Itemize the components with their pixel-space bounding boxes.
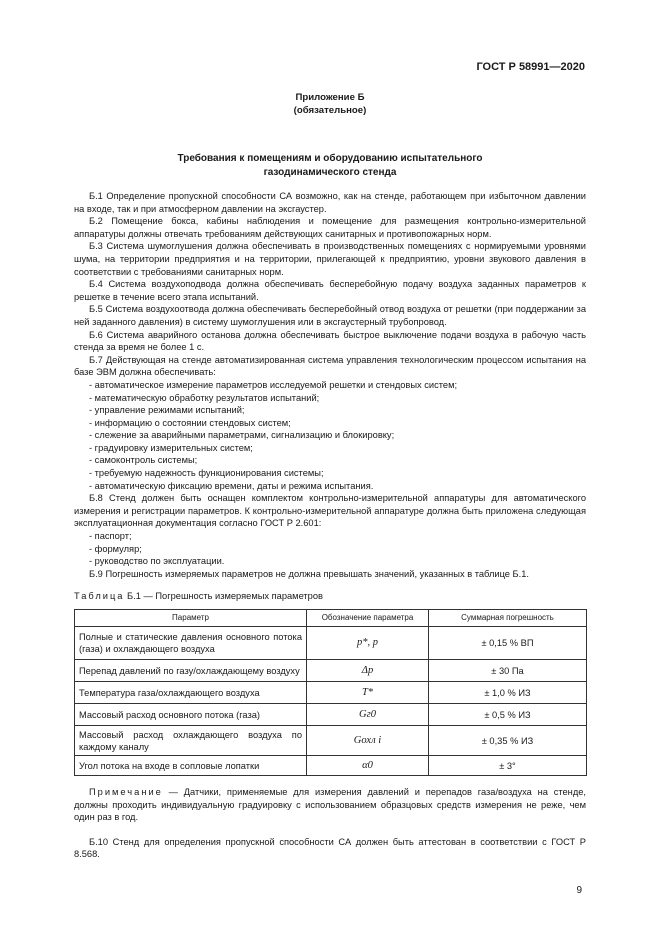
- paragraph-b2: Б.2 Помещение бокса, кабины наблюдения и помещение для размещения контрольно-измерительной аппаратуры должны отвечать требованиям действующих санитарных и противопожарных норм.: [74, 216, 586, 239]
- paragraph-b8: Б.8 Стенд должен быть оснащен комплектом контрольно-измерительной аппаратуры для автоматического измерения и регистрации параметров. К контрольно-измерительной аппаратуре должна быть приложена следующая эксплуатационная документация согласно ГОСТ Р 2.601:: [74, 493, 586, 529]
- list-item: - формуляр;: [89, 543, 142, 554]
- table-row: [75, 726, 587, 756]
- note-text: — Датчики, применяемые для измерения давлений и перепадов газа/воздуха на стенде, должны проходить индивидуальную градуировку с использованием образцовых средств измерения не реже, чем один раз в год.: [74, 787, 586, 823]
- column-header: Суммарная погрешность: [429, 610, 587, 627]
- page-number: 9: [576, 884, 582, 896]
- table-row: [75, 682, 587, 704]
- paragraph-b9: Б.9 Погрешность измеряемых параметров не должна превышать значений, указанных в таблице Б.1.: [89, 568, 529, 579]
- table-row: [75, 756, 587, 776]
- caption-label: Таблица: [74, 591, 125, 602]
- list-item: - паспорт;: [89, 531, 132, 542]
- error-cell: ± 1,0 % ИЗ: [429, 682, 587, 704]
- table-note: [74, 786, 586, 824]
- heading-line-2: газодинамического стенда: [263, 167, 397, 178]
- error-cell: ± 0,5 % ИЗ: [429, 704, 587, 726]
- section-heading: [74, 152, 586, 180]
- error-cell: ± 3°: [429, 756, 587, 776]
- param-cell: Температура газа/охлаждающего воздуха: [75, 682, 307, 704]
- paragraph-b4: Б.4 Система воздухоподвода должна обеспечивать бесперебойную подачу воздуха заданных параметров к решетке в течение всего этапа испытаний.: [74, 279, 586, 302]
- param-cell: Массовый расход основного потока (газа): [75, 704, 307, 726]
- table-row: [75, 660, 587, 682]
- appendix-status: (обязательное): [293, 105, 367, 116]
- paragraph-b1: Б.1 Определение пропускной способности СА возможно, как на стенде, работающем при избыточном давлении на входе, так и при атмосферном давлении на эксгаустер.: [74, 191, 586, 214]
- list-item: - градуировку измерительных систем;: [89, 442, 253, 453]
- param-cell: Угол потока на входе в сопловые лопатки: [75, 756, 307, 776]
- symbol-cell: Δp: [307, 660, 429, 682]
- param-cell: Массовый расход охлаждающего воздуха по каждому каналу: [75, 726, 307, 756]
- paragraph-b10: Б.10 Стенд для определения пропускной способности СА должен быть аттестован в соответствии с ГОСТ Р 8.568.: [74, 836, 586, 860]
- param-cell: Полные и статические давления основного потока (газа) и охлаждающего воздуха: [75, 627, 307, 660]
- param-cell: Перепад давлений по газу/охлаждающему воздуху: [75, 660, 307, 682]
- paragraph-b6: Б.6 Система аварийного останова должна обеспечивать быстрое выключение подачи воздуха в рабочую часть стенда за время не более 1 с.: [74, 329, 586, 353]
- table-header-row: [75, 610, 587, 627]
- appendix-header: [74, 91, 586, 117]
- symbol-cell: α0: [307, 756, 429, 776]
- table-row: [75, 704, 587, 726]
- list-item: - самоконтроль системы;: [89, 455, 198, 466]
- page-content: [74, 190, 586, 926]
- table-caption: [74, 590, 586, 603]
- list-item: - математическую обработку результатов испытаний;: [89, 392, 320, 403]
- error-cell: ± 30 Па: [429, 660, 587, 682]
- error-cell: ± 0,15 % ВП: [429, 627, 587, 660]
- list-item: - управление режимами испытаний;: [89, 405, 245, 416]
- table-row: [75, 627, 587, 660]
- symbol-cell: Gохл i: [307, 726, 429, 756]
- list-item: - требуемую надежность функционирования системы;: [89, 468, 324, 479]
- symbol-cell: p*, p: [307, 627, 429, 660]
- paragraph-b10-block: [74, 836, 586, 861]
- error-table: [74, 609, 587, 776]
- paragraph-b7: Б.7 Действующая на стенде автоматизированная система управления технологическим процессом испытания на базе ЭВМ должна обеспечивать:: [74, 354, 586, 378]
- list-item: - автоматическое измерение параметров исследуемой решетки и стендовых систем;: [89, 379, 458, 390]
- symbol-cell: T*: [307, 682, 429, 704]
- list-item: - слежение за аварийными параметрами, сигнализацию и блокировку;: [89, 430, 395, 441]
- heading-line-1: Требования к помещениям и оборудованию испытательного: [177, 153, 483, 164]
- list-item: - информацию о состоянии стендовых систем;: [89, 417, 291, 428]
- appendix-title: Приложение Б: [295, 92, 365, 103]
- paragraph-b5: Б.5 Система воздухоотвода должна обеспечивать бесперебойный отвод воздуха от решетки (при поддержании за ней заданного давления) в систему шумоглушения или в эксгаустерный трубопровод.: [74, 304, 586, 327]
- column-header: Параметр: [75, 610, 307, 627]
- error-cell: ± 0,35 % ИЗ: [429, 726, 587, 756]
- list-item: - руководство по эксплуатации.: [89, 556, 225, 567]
- paragraph-b3: Б.3 Система шумоглушения должна обеспечивать в производственных помещениях с нормируемыми уровнями шума, на территории предприятия и на территории, прилегающей к предприятию, уровни звукового давления в соответствии с требованиями санитарных норм.: [74, 241, 586, 277]
- body-text: [74, 190, 586, 580]
- column-header: Обозначение параметра: [307, 610, 429, 627]
- note-label: Примечание: [89, 787, 163, 797]
- caption-text: Б.1 — Погрешность измеряемых параметров: [124, 591, 323, 602]
- list-item: - автоматическую фиксацию времени, даты и режима испытания.: [89, 480, 374, 491]
- symbol-cell: Gг0: [307, 704, 429, 726]
- document-id: ГОСТ Р 58991—2020: [476, 61, 585, 73]
